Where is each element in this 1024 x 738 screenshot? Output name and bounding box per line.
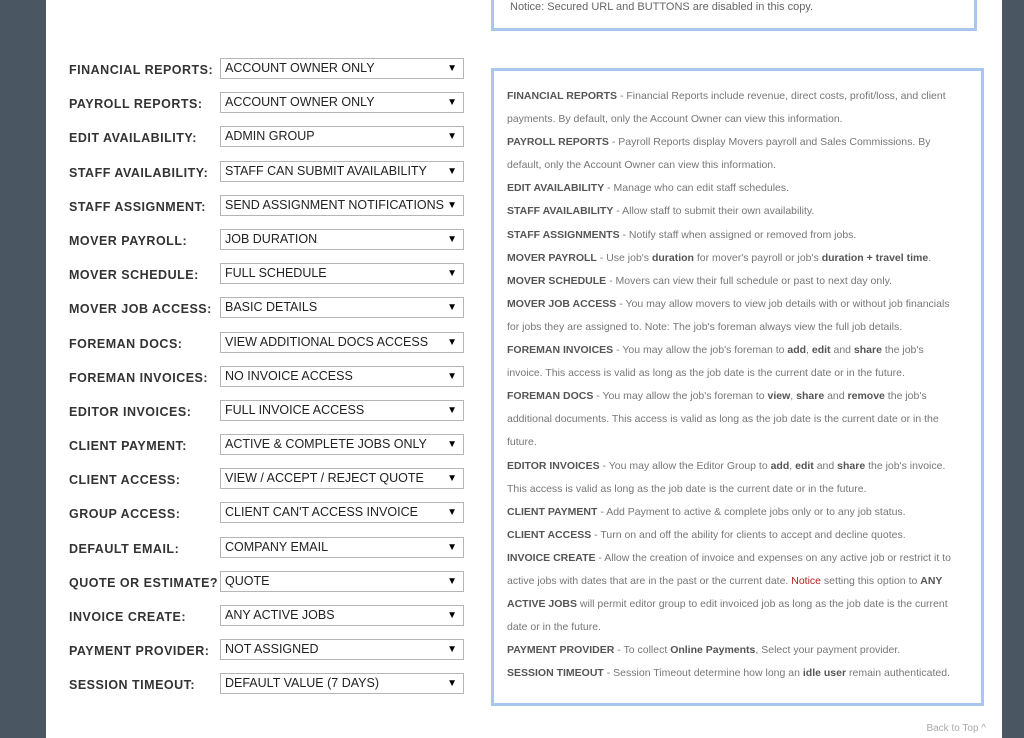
select-value: ANY ACTIVE JOBS xyxy=(225,608,335,622)
setting-row xyxy=(69,571,469,605)
setting-row xyxy=(69,537,469,571)
setting-label: QUOTE OR ESTIMATE? xyxy=(69,575,219,590)
setting-row xyxy=(69,639,469,673)
help-text: . xyxy=(928,251,932,264)
help-text: - Allow staff to submit their own availability. xyxy=(613,205,815,218)
mover-schedule-select[interactable] xyxy=(220,263,464,284)
settings-page xyxy=(46,0,1002,738)
notice-word: Notice xyxy=(791,574,822,587)
setting-row xyxy=(69,297,469,331)
help-term: MOVER JOB ACCESS xyxy=(507,297,617,310)
help-term: CLIENT ACCESS xyxy=(507,528,592,541)
edit-availability-select[interactable] xyxy=(220,126,464,147)
dropdown-arrow-icon: ▼ xyxy=(447,610,457,621)
help-text: , xyxy=(790,390,797,403)
select-value: ADMIN GROUP xyxy=(225,129,315,144)
help-text: the job's invoice. xyxy=(865,459,946,472)
settings-form xyxy=(69,58,469,708)
select-value: ACTIVE & COMPLETE JOBS ONLY xyxy=(225,437,427,452)
select-value: STAFF CAN SUBMIT AVAILABILITY xyxy=(225,163,427,178)
select-value: JOB DURATION xyxy=(225,231,318,246)
help-emphasis: duration xyxy=(651,251,694,264)
select-value: ACCOUNT OWNER ONLY xyxy=(225,95,375,110)
help-text: for mover's payroll or job's xyxy=(693,251,822,264)
help-text: - You may allow movers to view job details with or without job financials xyxy=(616,297,950,310)
back-to-top-link[interactable]: Back to Top ^ xyxy=(926,723,986,734)
select-value: FULL INVOICE ACCESS xyxy=(225,402,365,417)
financial-reports-select[interactable] xyxy=(220,58,464,79)
setting-row xyxy=(69,92,469,126)
dropdown-arrow-icon: ▼ xyxy=(447,507,457,519)
help-line xyxy=(507,316,981,339)
help-text: for jobs they are assigned to. Note: The job's foreman always view the full job details. xyxy=(507,320,903,333)
help-line xyxy=(507,247,981,270)
help-term: EDITOR INVOICES xyxy=(507,459,600,472)
select-value: COMPANY EMAIL xyxy=(225,539,329,554)
help-text: the job's xyxy=(881,344,924,357)
mover-payroll-select[interactable] xyxy=(220,229,464,250)
help-emphasis: share xyxy=(796,390,825,403)
select-value: CLIENT CAN'T ACCESS INVOICE xyxy=(225,505,418,520)
help-line xyxy=(507,177,981,200)
staff-assignment-select[interactable] xyxy=(220,195,464,216)
help-term: PAYROLL REPORTS xyxy=(507,136,609,149)
help-text: - Movers can view their full schedule or past to next day only. xyxy=(606,274,892,287)
select-value: ACCOUNT OWNER ONLY xyxy=(225,61,375,75)
help-line xyxy=(507,593,981,616)
setting-row xyxy=(69,366,469,400)
help-text: invoice. This access is valid as long as the job date is the current date or in the future. xyxy=(507,367,905,380)
help-line xyxy=(507,293,981,316)
select-value: NO INVOICE ACCESS xyxy=(225,368,353,383)
help-text: - Add Payment to active & complete jobs only or to any job status. xyxy=(597,505,906,518)
help-line xyxy=(507,547,981,570)
setting-label: DEFAULT EMAIL: xyxy=(69,541,180,556)
help-emphasis: ACTIVE JOBS xyxy=(507,598,578,611)
setting-label: SESSION TIMEOUT: xyxy=(69,678,196,693)
dropdown-arrow-icon: ▼ xyxy=(447,131,457,143)
help-line xyxy=(507,224,981,247)
dropdown-arrow-icon: ▼ xyxy=(447,233,457,245)
help-line xyxy=(507,662,981,685)
foreman-invoices-select[interactable] xyxy=(220,366,464,387)
help-line xyxy=(507,270,981,293)
help-term: STAFF AVAILABILITY xyxy=(507,205,614,218)
notice-text: Notice: Secured URL and BUTTONS are disabled in this copy. xyxy=(510,1,814,13)
notice-panel xyxy=(491,0,977,31)
help-line xyxy=(507,455,981,478)
setting-label: PAYROLL REPORTS: xyxy=(69,97,203,112)
select-value: BASIC DETAILS xyxy=(225,300,318,315)
help-text: - Session Timeout determine how long an xyxy=(603,667,803,680)
help-text: and xyxy=(830,344,854,357)
help-term: INVOICE CREATE xyxy=(507,551,596,564)
payment-provider-select[interactable] xyxy=(220,639,464,660)
help-text: - You may allow the Editor Group to xyxy=(599,459,771,472)
help-panel xyxy=(491,68,984,706)
setting-row xyxy=(69,502,469,536)
setting-row xyxy=(69,58,469,92)
dropdown-arrow-icon: ▼ xyxy=(447,439,457,451)
dropdown-arrow-icon: ▼ xyxy=(447,678,457,690)
help-text: , xyxy=(806,344,812,357)
setting-label: MOVER JOB ACCESS: xyxy=(69,302,212,317)
setting-label: STAFF AVAILABILITY: xyxy=(69,165,209,180)
setting-label: CLIENT ACCESS: xyxy=(69,473,181,488)
help-text: the job's xyxy=(884,390,927,403)
setting-row xyxy=(69,161,469,195)
help-term: CLIENT PAYMENT xyxy=(507,505,598,518)
help-text: default, only the Account Owner can view this information. xyxy=(507,159,777,172)
help-text: , xyxy=(789,459,796,472)
help-term: MOVER PAYROLL xyxy=(507,251,597,264)
dropdown-arrow-icon: ▼ xyxy=(447,473,457,485)
dropdown-arrow-icon: ▼ xyxy=(447,404,457,416)
help-line xyxy=(507,131,981,154)
dropdown-arrow-icon: ▼ xyxy=(447,541,457,553)
setting-label: PAYMENT PROVIDER: xyxy=(69,644,210,659)
help-emphasis: ANY xyxy=(920,574,943,587)
help-text: - Turn on and off the ability for clients to accept and decline quotes. xyxy=(591,528,906,541)
help-line xyxy=(507,478,981,501)
help-text: - To collect xyxy=(614,644,671,657)
dropdown-arrow-icon: ▼ xyxy=(447,97,457,109)
dropdown-arrow-icon: ▼ xyxy=(447,336,457,348)
help-text: setting this option to xyxy=(821,574,921,587)
help-emphasis: share xyxy=(853,344,882,357)
help-text: - Allow the creation of invoice and expenses on any active job or restrict it to xyxy=(595,551,951,564)
help-text: remain authenticated. xyxy=(846,667,950,680)
help-emphasis: add xyxy=(787,344,807,357)
help-line xyxy=(507,339,981,362)
setting-label: FOREMAN DOCS: xyxy=(69,336,183,351)
select-value: VIEW / ACCEPT / REJECT QUOTE xyxy=(225,471,424,486)
setting-label: GROUP ACCESS: xyxy=(69,507,181,522)
setting-label: FINANCIAL REPORTS: xyxy=(69,63,214,77)
help-text: - Manage who can edit staff schedules. xyxy=(604,182,790,195)
help-text: active jobs with dates that are in the past or the current date. xyxy=(507,574,792,587)
select-value: NOT ASSIGNED xyxy=(225,642,319,657)
help-emphasis: share xyxy=(837,459,866,472)
dropdown-arrow-icon: ▼ xyxy=(447,370,457,382)
setting-row xyxy=(69,434,469,468)
help-line xyxy=(507,108,981,131)
setting-label: MOVER PAYROLL: xyxy=(69,233,188,248)
setting-row xyxy=(69,400,469,434)
help-text: will permit editor group to edit invoiced job as long as the job date is the current xyxy=(577,598,948,611)
mover-job-access-select[interactable] xyxy=(220,297,464,318)
setting-label: CLIENT PAYMENT: xyxy=(69,439,187,454)
dropdown-arrow-icon: ▼ xyxy=(447,199,457,211)
help-text: and xyxy=(824,390,848,403)
setting-label: STAFF ASSIGNMENT: xyxy=(69,199,206,214)
help-line xyxy=(507,85,981,108)
help-line xyxy=(507,200,981,223)
help-line xyxy=(507,385,981,408)
help-emphasis: idle user xyxy=(802,667,847,680)
help-line xyxy=(507,616,981,639)
dropdown-arrow-icon: ▼ xyxy=(447,302,457,314)
select-value: VIEW ADDITIONAL DOCS ACCESS xyxy=(225,334,429,349)
select-value: FULL SCHEDULE xyxy=(225,266,327,281)
help-line xyxy=(507,639,981,662)
setting-label: INVOICE CREATE: xyxy=(69,610,186,624)
help-line xyxy=(507,154,981,177)
help-term: PAYMENT PROVIDER xyxy=(507,644,615,657)
setting-row xyxy=(69,673,469,707)
dropdown-arrow-icon: ▼ xyxy=(447,63,457,74)
dropdown-arrow-icon: ▼ xyxy=(447,575,457,587)
help-text: and xyxy=(813,459,838,472)
help-text: , Select your payment provider. xyxy=(755,644,901,657)
invoice-create-select[interactable] xyxy=(220,605,464,626)
payroll-reports-select[interactable] xyxy=(220,92,464,113)
help-text: - Financial Reports include revenue, direct costs, profit/loss, and client xyxy=(617,90,946,102)
help-text: - Payroll Reports display Movers payroll and Sales Commissions. By xyxy=(608,136,931,149)
setting-label: EDIT AVAILABILITY: xyxy=(69,131,197,146)
setting-row xyxy=(69,605,469,639)
help-line xyxy=(507,570,981,593)
help-text: payments. By default, only the Account Owner can view this information. xyxy=(507,113,843,126)
help-text: - Notify staff when assigned or removed from jobs. xyxy=(619,228,857,241)
select-value: DEFAULT VALUE (7 DAYS) xyxy=(225,676,379,691)
client-access-select[interactable] xyxy=(220,468,464,489)
default-email-select[interactable] xyxy=(220,537,464,558)
help-term: STAFF ASSIGNMENTS xyxy=(507,228,620,241)
help-line xyxy=(507,408,981,431)
help-text: - You may allow the job's foreman to xyxy=(613,344,788,357)
setting-label: EDITOR INVOICES: xyxy=(69,404,192,419)
help-text: additional documents. This access is valid as long as the job date is the current date or in the xyxy=(507,413,939,426)
setting-label: FOREMAN INVOICES: xyxy=(69,370,209,385)
setting-row xyxy=(69,263,469,297)
help-text: This access is valid as long as the job date is the current date or in the future. xyxy=(507,482,867,495)
help-emphasis: Online Payments xyxy=(670,644,756,657)
dropdown-arrow-icon: ▼ xyxy=(447,268,457,280)
help-line xyxy=(507,362,981,385)
setting-row xyxy=(69,468,469,502)
staff-availability-select[interactable] xyxy=(220,161,464,182)
setting-row xyxy=(69,126,469,160)
session-timeout-select[interactable] xyxy=(220,673,464,694)
setting-label: MOVER SCHEDULE: xyxy=(69,268,199,283)
quote-or-estimate-select[interactable] xyxy=(220,571,464,592)
setting-row xyxy=(69,332,469,366)
help-text: - You may allow the job's foreman to xyxy=(593,390,768,403)
help-term: FOREMAN INVOICES xyxy=(507,344,614,357)
help-term: SESSION TIMEOUT xyxy=(507,667,604,680)
editor-invoices-select[interactable] xyxy=(220,400,464,421)
help-emphasis: duration + travel time xyxy=(821,251,929,264)
help-line xyxy=(507,501,981,524)
dropdown-arrow-icon: ▼ xyxy=(447,644,457,656)
help-term: FOREMAN DOCS xyxy=(507,390,594,403)
help-line xyxy=(507,431,981,454)
help-emphasis: view xyxy=(767,390,791,403)
setting-row xyxy=(69,229,469,263)
help-emphasis: edit xyxy=(811,344,831,357)
help-text: future. xyxy=(507,436,537,449)
help-term: FINANCIAL REPORTS xyxy=(507,90,618,102)
help-emphasis: edit xyxy=(795,459,814,472)
client-payment-select[interactable] xyxy=(220,434,464,455)
select-value: QUOTE xyxy=(225,573,270,588)
dropdown-arrow-icon: ▼ xyxy=(447,165,457,177)
help-term: MOVER SCHEDULE xyxy=(507,274,607,287)
setting-row xyxy=(69,195,469,229)
select-value: SEND ASSIGNMENT NOTIFICATIONS xyxy=(225,197,445,212)
help-term: EDIT AVAILABILITY xyxy=(507,182,605,195)
help-emphasis: remove xyxy=(847,390,885,403)
help-text: - Use job's xyxy=(596,251,652,264)
help-emphasis: add xyxy=(770,459,790,472)
group-access-select[interactable] xyxy=(220,502,464,523)
foreman-docs-select[interactable] xyxy=(220,332,464,353)
help-line xyxy=(507,524,981,547)
help-text: date or in the future. xyxy=(507,621,601,634)
